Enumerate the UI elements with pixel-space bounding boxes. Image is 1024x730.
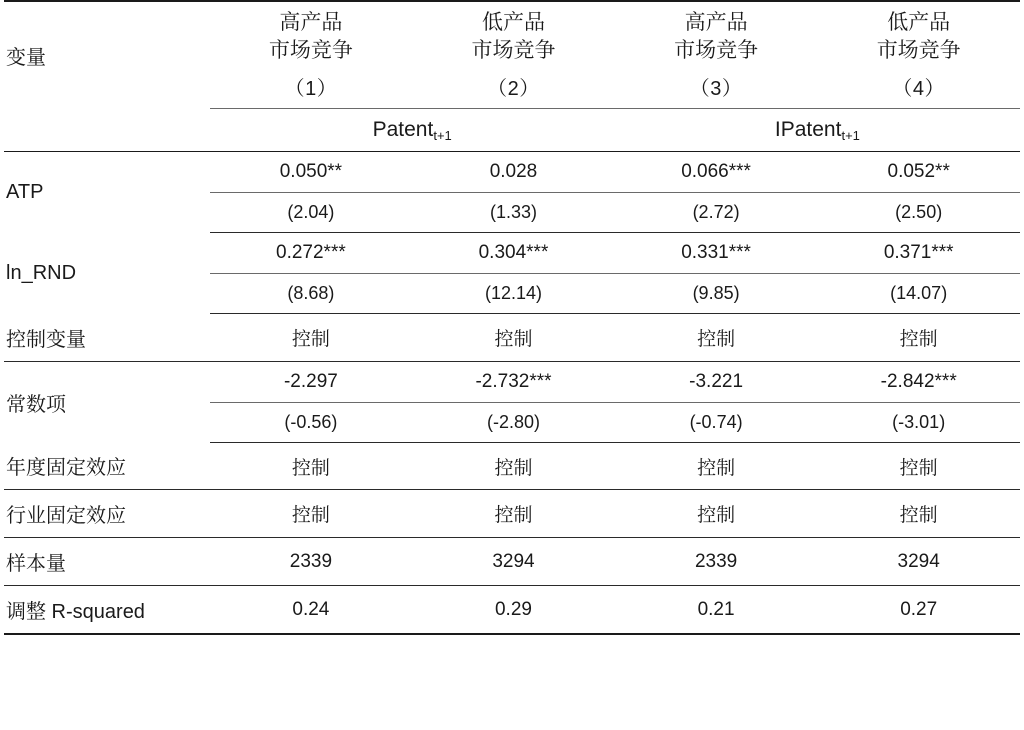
cell-constant-tstat-2: (-2.80) xyxy=(412,402,615,442)
row-label-control-variables: 控制变量 xyxy=(4,314,210,362)
cell-year-fe-2: 控制 xyxy=(412,442,615,490)
dependent-variable-2-subscript: t+1 xyxy=(841,128,860,144)
table-header-row-dependent xyxy=(4,109,1020,152)
cell-constant-coef-4: -2.842*** xyxy=(817,361,1020,402)
cell-industry-fe-3: 控制 xyxy=(615,490,818,538)
column-number-3: （3） xyxy=(615,67,818,109)
cell-sample-size-1: 2339 xyxy=(210,538,413,586)
table-row xyxy=(4,586,1020,635)
cell-lnrnd-coef-1: 0.272*** xyxy=(210,233,413,274)
cell-control-4: 控制 xyxy=(817,314,1020,362)
cell-industry-fe-4: 控制 xyxy=(817,490,1020,538)
column-group-4-line1: 低产品 xyxy=(887,11,951,34)
cell-atp-tstat-2: (1.33) xyxy=(412,193,615,233)
table-row xyxy=(4,233,1020,274)
cell-control-1: 控制 xyxy=(210,314,413,362)
cell-lnrnd-tstat-4: (14.07) xyxy=(817,274,1020,314)
cell-sample-size-3: 2339 xyxy=(615,538,818,586)
cell-adj-r2-1: 0.24 xyxy=(210,586,413,635)
dependent-variable-1-subscript: t+1 xyxy=(433,128,452,144)
cell-industry-fe-2: 控制 xyxy=(412,490,615,538)
cell-constant-coef-3: -3.221 xyxy=(615,361,818,402)
cell-constant-coef-1: -2.297 xyxy=(210,361,413,402)
column-group-3-line2: 市场竞争 xyxy=(674,38,759,62)
dependent-variable-1-label: Patent xyxy=(372,118,434,142)
cell-constant-coef-2: -2.732*** xyxy=(412,361,615,402)
cell-atp-tstat-1: (2.04) xyxy=(210,193,413,233)
cell-lnrnd-tstat-3: (9.85) xyxy=(615,274,818,314)
column-number-2: （2） xyxy=(412,67,615,109)
column-group-1-line2: 市场竞争 xyxy=(268,38,353,62)
cell-year-fe-4: 控制 xyxy=(817,442,1020,490)
cell-lnrnd-tstat-1: (8.68) xyxy=(210,274,413,314)
column-group-2-line2: 市场竞争 xyxy=(471,38,556,62)
cell-atp-coef-4: 0.052** xyxy=(817,152,1020,193)
cell-year-fe-1: 控制 xyxy=(210,442,413,490)
cell-control-2: 控制 xyxy=(412,314,615,362)
cell-constant-tstat-1: (-0.56) xyxy=(210,402,413,442)
table-row xyxy=(4,538,1020,586)
header-variable-label: 变量 xyxy=(4,1,210,109)
cell-lnrnd-coef-2: 0.304*** xyxy=(412,233,615,274)
table-header-row-groups xyxy=(4,1,1020,67)
dependent-variable-1 xyxy=(210,109,615,152)
row-label-year-fixed-effects: 年度固定效应 xyxy=(4,442,210,490)
cell-lnrnd-coef-4: 0.371*** xyxy=(817,233,1020,274)
cell-lnrnd-coef-3: 0.331*** xyxy=(615,233,818,274)
cell-sample-size-4: 3294 xyxy=(817,538,1020,586)
cell-sample-size-2: 3294 xyxy=(412,538,615,586)
dependent-variable-2 xyxy=(615,109,1020,152)
cell-constant-tstat-3: (-0.74) xyxy=(615,402,818,442)
empty-corner-cell xyxy=(4,109,210,152)
row-label-sample-size: 样本量 xyxy=(4,538,210,586)
cell-adj-r2-2: 0.29 xyxy=(412,586,615,635)
column-group-3 xyxy=(615,1,818,67)
cell-atp-coef-3: 0.066*** xyxy=(615,152,818,193)
column-group-2 xyxy=(412,1,615,67)
cell-constant-tstat-4: (-3.01) xyxy=(817,402,1020,442)
row-label-industry-fixed-effects: 行业固定效应 xyxy=(4,490,210,538)
cell-lnrnd-tstat-2: (12.14) xyxy=(412,274,615,314)
table-row xyxy=(4,152,1020,193)
cell-atp-coef-1: 0.050** xyxy=(210,152,413,193)
table-row xyxy=(4,361,1020,402)
table-row xyxy=(4,314,1020,362)
column-number-1: （1） xyxy=(210,67,413,109)
row-label-atp: ATP xyxy=(6,181,44,204)
column-group-3-line1: 高产品 xyxy=(684,11,748,34)
column-group-4-line2: 市场竞争 xyxy=(876,38,961,62)
cell-atp-tstat-3: (2.72) xyxy=(615,193,818,233)
dependent-variable-2-label: IPatent xyxy=(774,118,842,142)
cell-control-3: 控制 xyxy=(615,314,818,362)
column-group-1 xyxy=(210,1,413,67)
cell-year-fe-3: 控制 xyxy=(615,442,818,490)
column-group-1-line1: 高产品 xyxy=(279,11,343,34)
table-row xyxy=(4,442,1020,490)
column-number-4: （4） xyxy=(817,67,1020,109)
table-row xyxy=(4,490,1020,538)
cell-atp-tstat-4: (2.50) xyxy=(817,193,1020,233)
cell-industry-fe-1: 控制 xyxy=(210,490,413,538)
cell-adj-r2-3: 0.21 xyxy=(615,586,818,635)
cell-atp-coef-2: 0.028 xyxy=(412,152,615,193)
row-label-adjusted-r-squared: 调整 R-squared xyxy=(4,586,210,635)
row-label-constant: 常数项 xyxy=(6,393,66,416)
regression-table xyxy=(4,0,1020,635)
row-label-ln-rnd: ln_RND xyxy=(6,261,77,284)
column-group-2-line1: 低产品 xyxy=(481,11,545,34)
column-group-4 xyxy=(817,1,1020,67)
cell-adj-r2-4: 0.27 xyxy=(817,586,1020,635)
